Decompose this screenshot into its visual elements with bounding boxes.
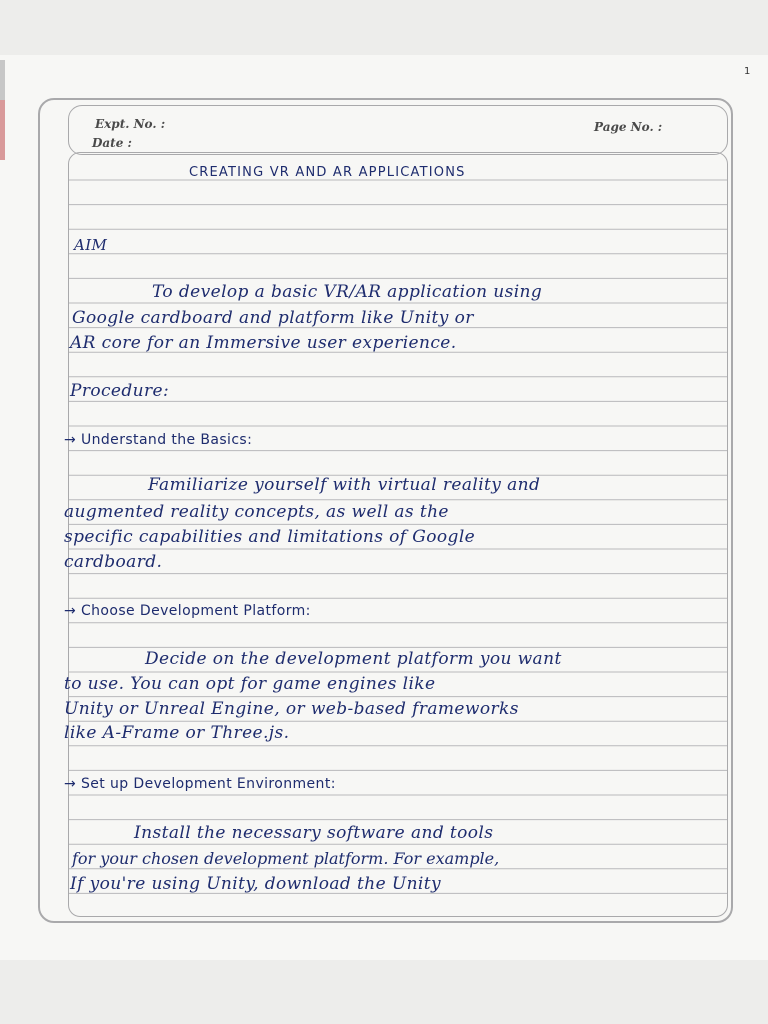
page-no-label: Page No. :: [594, 120, 663, 134]
expt-no-label: Expt. No. :: [95, 117, 166, 131]
section-2-heading: → Choose Development Platform:: [64, 603, 311, 619]
page-title: CREATING VR AND AR APPLICATIONS: [189, 165, 466, 180]
section-1-line-3: specific capabilities and limitations of Google: [64, 527, 476, 547]
section-1-line-1: Familiarize yourself with virtual reality and: [148, 475, 541, 495]
corner-page-number: 1: [744, 66, 751, 77]
section-2-line-3: Unity or Unreal Engine, or web-based frameworks: [64, 699, 519, 719]
aim-heading: AIM: [74, 236, 108, 254]
section-3-line-2: for your chosen development platform. For example,: [72, 849, 500, 868]
date-label: Date :: [92, 136, 132, 150]
section-1-heading: → Understand the Basics:: [64, 432, 253, 448]
aim-line-1: To develop a basic VR/AR application using: [152, 282, 543, 302]
section-1-line-2: augmented reality concepts, as well as the: [64, 502, 449, 522]
section-3-line-1: Install the necessary software and tools: [134, 823, 494, 843]
aim-line-3: AR core for an Immersive user experience.: [70, 333, 457, 353]
procedure-heading: Procedure:: [70, 381, 170, 401]
section-3-heading: → Set up Development Environment:: [64, 776, 336, 792]
section-2-line-2: to use. You can opt for game engines like: [64, 674, 436, 694]
section-2-line-4: like A-Frame or Three.js.: [64, 723, 290, 743]
section-2-line-1: Decide on the development platform you want: [145, 649, 562, 669]
aim-line-2: Google cardboard and platform like Unity or: [72, 308, 474, 328]
section-1-line-4: cardboard.: [64, 552, 163, 572]
section-3-line-3: If you're using Unity, download the Unity: [70, 874, 442, 894]
binding-edge-tint: [0, 100, 5, 160]
